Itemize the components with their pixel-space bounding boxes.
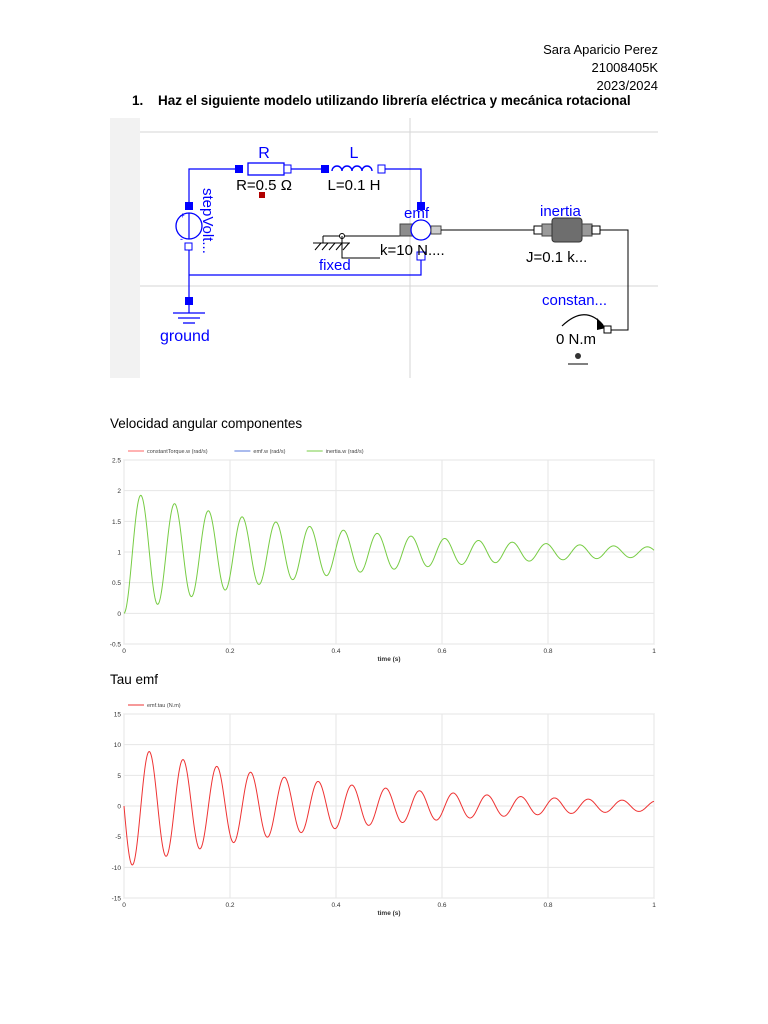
y-tick-label: 0 (117, 803, 121, 811)
x-tick-label: 0 (122, 648, 126, 655)
source-minus: - (180, 234, 183, 244)
y-tick-label: 15 (113, 711, 121, 719)
resistor-name: R (258, 145, 270, 162)
resistor-body (248, 163, 284, 175)
x-tick-label: 0.4 (331, 648, 341, 655)
legend-entry: emf.tau (N.m) (147, 703, 181, 709)
y-tick-label: 0 (117, 610, 121, 618)
x-tick-label: 0.2 (225, 902, 235, 909)
legend-entry: constantTorque.w (rad/s) (147, 449, 208, 455)
resistor-pin-n (284, 165, 291, 173)
resistor-pin-p (235, 165, 243, 173)
chart-tau-emf-svg (110, 696, 660, 918)
source-plus: + (180, 211, 185, 220)
section-title-tau-emf: Tau emf (110, 672, 159, 687)
section-title-angular-velocity: Velocidad angular componentes (110, 416, 303, 431)
emf-value: k=10 N.... (380, 242, 445, 259)
torque-support-icon (575, 353, 581, 359)
x-tick-label: 0.6 (437, 648, 447, 655)
x-tick-label: 0.6 (437, 902, 447, 909)
emf-circle (411, 220, 431, 240)
emf-name: emf (404, 205, 430, 222)
inertia-name: inertia (540, 203, 581, 220)
torque-name: constan... (542, 292, 608, 309)
student-id: 21008405K (591, 60, 658, 75)
y-tick-label: 1 (117, 549, 121, 557)
y-tick-label: -15 (111, 895, 121, 903)
legend-entry: inertia.w (rad/s) (325, 449, 364, 455)
y-tick-label: 2 (117, 488, 121, 496)
author-name: Sara Aparicio Perez (543, 42, 658, 57)
resistor-value: R=0.5 Ω (236, 177, 292, 194)
chart-angular-velocity-svg (110, 442, 660, 664)
x-tick-label: 0.2 (225, 648, 235, 655)
y-tick-label: -0.5 (110, 641, 121, 649)
y-tick-label: 5 (117, 772, 121, 780)
x-tick-label: 0.8 (543, 648, 553, 655)
legend-entry: emf.w (rad/s) (253, 449, 286, 455)
academic-year: 2023/2024 (596, 78, 658, 93)
diagram-canvas (110, 118, 658, 378)
source-pin-p (185, 202, 193, 210)
ground-label: ground (160, 328, 210, 345)
inductor-pin-p (321, 165, 329, 173)
torque-flange (604, 326, 611, 333)
x-axis-label: time (s) (377, 910, 401, 917)
x-axis-label: time (s) (377, 656, 401, 663)
model-diagram (110, 118, 658, 378)
inductor-value: L=0.1 H (327, 177, 381, 194)
inertia-flange-b (592, 226, 600, 234)
task-number: 1. (132, 93, 144, 108)
source-label: stepVolt... (199, 188, 216, 254)
y-tick-label: 1.5 (111, 518, 121, 526)
author-header (543, 41, 658, 95)
ground-pin (185, 297, 193, 305)
emf-shaft-right (431, 226, 441, 234)
chart-tau-emf (110, 696, 660, 918)
task-text: Haz el siguiente modelo utilizando librería eléctrica y mecánica rotacional (158, 93, 631, 108)
source-pin-n (185, 243, 192, 250)
y-tick-label: -5 (115, 834, 121, 842)
x-tick-label: 0.8 (543, 902, 553, 909)
y-tick-label: 10 (113, 742, 121, 750)
inertia-flange-a (534, 226, 542, 234)
inertia-value: J=0.1 k... (526, 249, 588, 266)
x-tick-label: 1 (652, 902, 656, 909)
y-tick-label: -10 (111, 864, 121, 872)
y-tick-label: 2.5 (111, 457, 121, 465)
inductor-pin-n (378, 165, 385, 173)
inductor-name: L (349, 145, 359, 162)
y-tick-label: 0.5 (111, 580, 121, 588)
fixed-label: fixed (319, 257, 351, 274)
task-heading (132, 93, 631, 108)
x-tick-label: 1 (652, 648, 656, 655)
chart-angular-velocity (110, 442, 660, 664)
x-tick-label: 0 (122, 902, 126, 909)
inertia-body (552, 218, 582, 242)
torque-value: 0 N.m (556, 331, 597, 348)
x-tick-label: 0.4 (331, 902, 341, 909)
